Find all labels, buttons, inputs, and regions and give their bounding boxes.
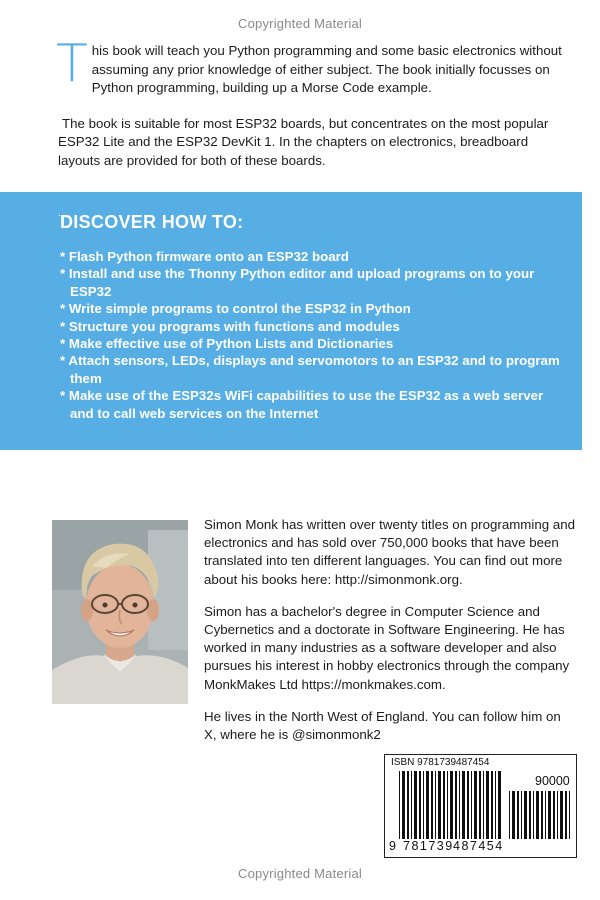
isbn-label: ISBN 9781739487454 [391,757,490,768]
discover-item: * Flash Python firmware onto an ESP32 board [60,249,349,264]
intro-text [56,34,568,170]
discover-item: * Make effective use of Python Lists and Dictionaries [60,336,394,352]
barcode-bar [435,771,436,839]
barcode-bar [541,791,543,839]
isbn-digits-right: 487454 [453,839,504,853]
barcode-bar [569,791,570,839]
drop-cap: T [56,34,88,94]
author-bio [204,516,576,758]
discover-item: * Structure you programs with functions and modules [60,318,400,334]
barcode-bar [533,791,534,839]
barcode-bar [509,791,510,839]
barcode-bar [419,771,421,839]
barcode-bar [479,771,481,839]
discover-item: * Attach sensors, LEDs, displays and servomotors to an ESP32 and to program them [60,353,560,386]
barcode-bar [467,771,469,839]
barcode-bar [553,791,555,839]
bio-paragraph-2: Simon has a bachelor's degree in Computer Science and Cybernetics and a doctorate in Software Engineering. He has worked in many industries as a software developer and also pursues his interest in hobby electronics through the company MonkMakes Ltd https://monkmakes.com. [204,603,570,692]
discover-item: * Make use of the ESP32s WiFi capabilities to use the ESP32 as a web server and to call web services on the Internet [60,388,544,421]
barcode-bar [438,771,441,839]
price-code: 90000 [535,774,570,788]
barcode-bar [402,771,405,839]
barcode-bar [557,791,558,839]
barcode-bar [517,791,519,839]
barcode-bar [536,791,539,839]
barcode-bar [474,771,477,839]
barcode-bar [450,771,453,839]
barcode-bar [414,771,417,839]
barcode-bar [407,771,409,839]
barcode-bar [483,771,484,839]
bio-paragraph-1: Simon Monk has written over twenty titles on programming and electronics and has sold over 750,000 books that have been translated into ten different languages. You can find out more about his books here: http://simonmonk.org. [204,517,576,587]
discover-heading: DISCOVER HOW TO: [60,212,244,232]
barcode-bar [545,791,546,839]
isbn-barcode [384,754,577,858]
barcode-bar [431,771,433,839]
copyright-watermark-top: Copyrighted Material [238,16,362,31]
barcode-bar [524,791,527,839]
barcode-bar [498,771,501,839]
barcode-bar [491,771,493,839]
barcode-bar [455,771,457,839]
barcode-bar [459,771,460,839]
barcode-bar [495,771,496,839]
barcode-bar [521,791,522,839]
author-photo [52,520,188,704]
discover-item: * Install and use the Thonny Python editor and upload programs on to your ESP32 [60,266,535,299]
barcode-bar [426,771,429,839]
discover-item: * Write simple programs to control the ESP32 in Python [60,301,411,317]
intro-paragraph-2: The book is suitable for most ESP32 boards, but concentrates on the most popular ESP32 Lite and the ESP32 DevKit 1. In the chapters on electronics, breadboard layouts are provided for both of these boards. [58,115,549,168]
copyright-watermark-bottom: Copyrighted Material [238,866,362,881]
isbn-lead-digit: 9 [389,839,396,853]
barcode-bar [471,771,472,839]
discover-dot: . [58,208,61,219]
barcode-bar [548,791,551,839]
barcode-bar [443,771,445,839]
barcode-bar [462,771,465,839]
barcode-bar [399,771,400,839]
isbn-digits-left: 781739 [403,839,454,853]
intro-paragraph-1: his book will teach you Python programming and some basic electronics without assuming any prior knowledge of either subject. The book initially focusses on Python programming, building up a Morse Code example. [91,43,562,95]
barcode-bar [486,771,489,839]
barcode-bar [423,771,424,839]
barcode-bar [411,771,412,839]
barcode-bar [565,791,567,839]
discover-list [60,248,560,422]
barcode-bar [529,791,531,839]
discover-panel [0,192,582,450]
bio-paragraph-3: He lives in the North West of England. You can follow him on X, where he is @simonmonk2 [204,708,561,743]
author-portrait-illustration [52,520,188,704]
barcode-bar [447,771,448,839]
barcode-bar [560,791,563,839]
barcode-bar [512,791,515,839]
